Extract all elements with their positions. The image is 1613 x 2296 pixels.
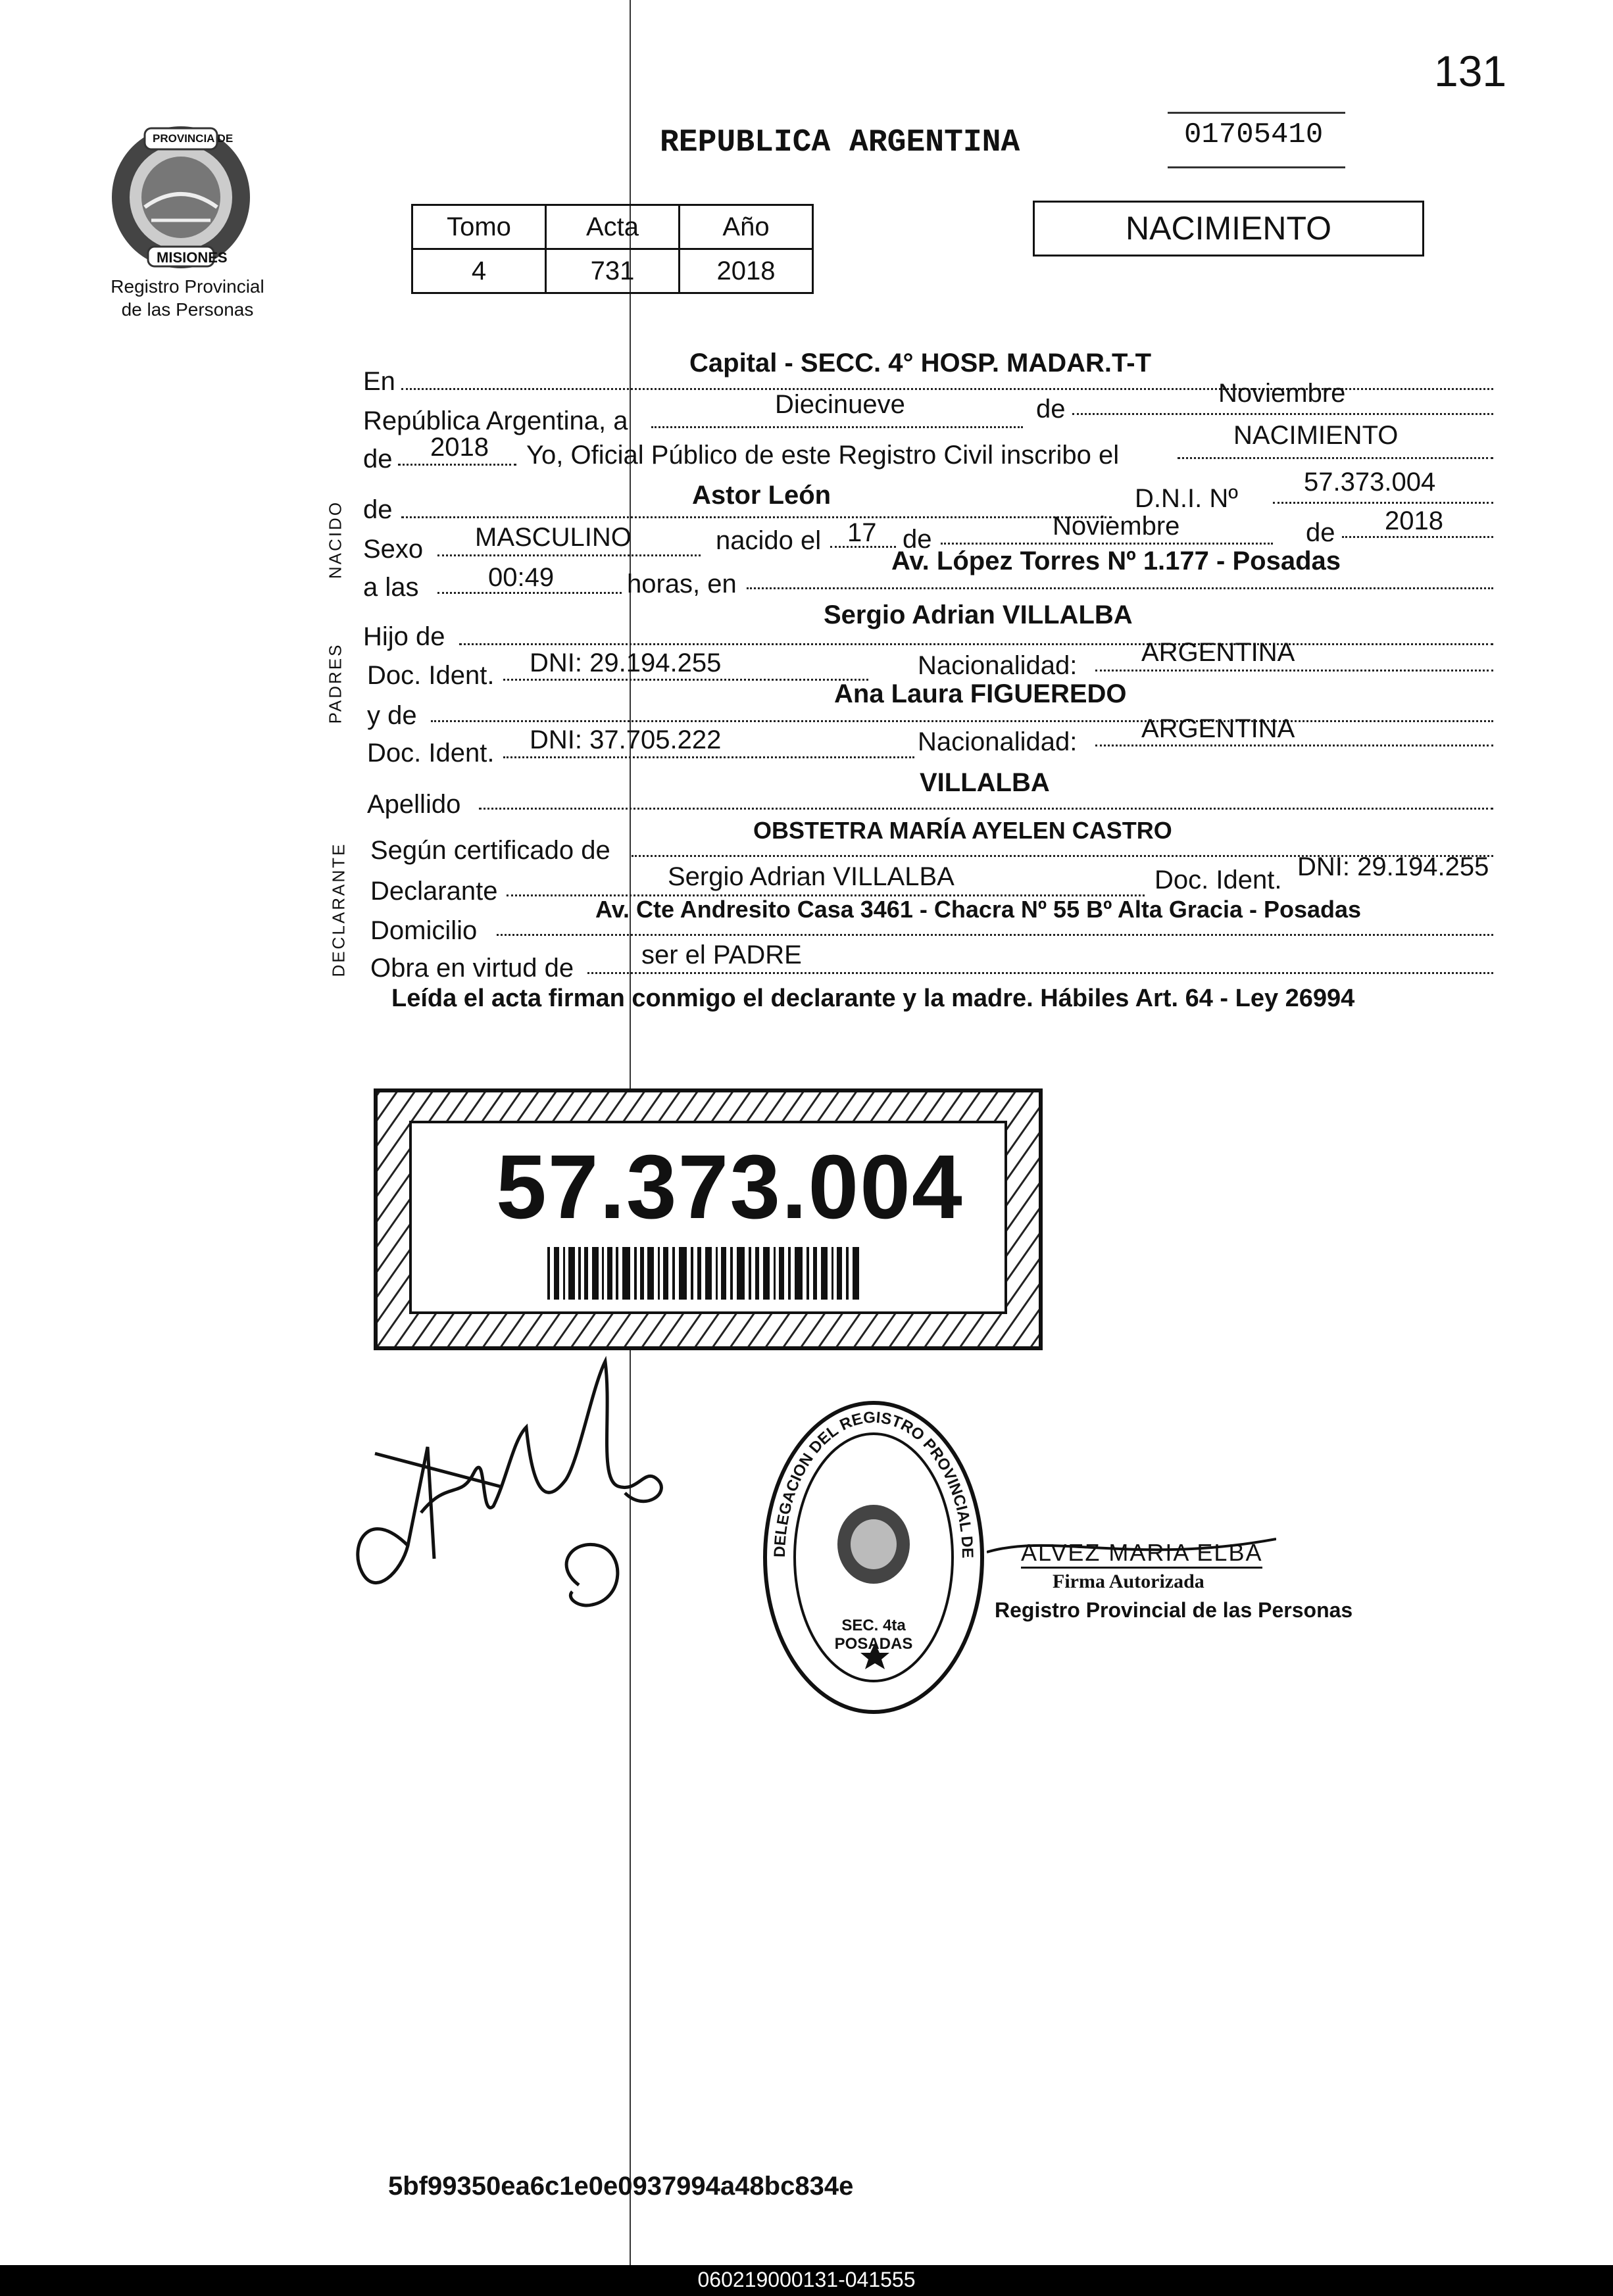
registry-name-line1: Registro Provincial [111, 276, 264, 297]
province-seal-logo [105, 122, 257, 273]
anio-header: Año [680, 205, 813, 249]
de-birth-month-label: de [903, 525, 932, 554]
de-label: de [1036, 395, 1066, 424]
tomo-header: Tomo [412, 205, 546, 249]
horas-en-label: horas, en [627, 570, 737, 598]
declarant-name: Sergio Adrian VILLALBA [668, 862, 955, 891]
registration-year: 2018 [430, 433, 489, 462]
apellido-label: Apellido [367, 790, 461, 819]
dotted-leader [503, 756, 914, 758]
dotted-leader [503, 679, 868, 681]
father-name: Sergio Adrian VILLALBA [824, 600, 1133, 629]
child-name: Astor León [692, 481, 831, 510]
act-type: NACIMIENTO [1126, 210, 1331, 247]
declarant-signature [329, 1348, 697, 1641]
seal-bottom-text: MISIONES [157, 249, 228, 266]
signer-title: Firma Autorizada [1053, 1571, 1204, 1592]
section-label-declarante: DECLARANTE [328, 842, 349, 977]
doc-ident-label: Doc. Ident. [367, 661, 495, 690]
father-doc: DNI: 29.194.255 [530, 648, 722, 677]
birth-certificate-issuer: OBSTETRA MARÍA AYELEN CASTRO [753, 817, 1172, 844]
stamp-inner-text: SEC. 4ta POSADAS [834, 1617, 913, 1653]
dni-label: D.N.I. Nº [1135, 484, 1238, 513]
mother-name: Ana Laura FIGUEREDO [834, 679, 1127, 708]
document-hash: 5bf99350ea6c1e0e0937994a48bc834e [388, 2172, 854, 2201]
dotted-leader [747, 587, 1493, 589]
dotted-leader [1095, 745, 1493, 746]
official-stamp [755, 1393, 992, 1722]
dotted-leader [437, 554, 701, 556]
serial-number: 01705410 [1184, 118, 1324, 151]
dni-sticker [374, 1088, 1043, 1350]
birth-hour: 00:49 [488, 563, 555, 592]
page-number: 131 [1434, 47, 1507, 95]
section-label-nacido: NACIDO [325, 500, 345, 579]
record-meta-table [411, 204, 814, 294]
birth-day: 17 [847, 518, 877, 547]
nacionalidad-label: Nacionalidad: [918, 651, 1078, 680]
republica-label: República Argentina, a [363, 406, 628, 435]
child-dni: 57.373.004 [1304, 468, 1436, 497]
registration-day: Diecinueve [775, 390, 905, 419]
registration-month: Noviembre [1218, 379, 1346, 408]
alas-label: a las [363, 573, 419, 602]
dotted-leader [459, 643, 1493, 645]
inscription-type: NACIMIENTO [1233, 421, 1399, 450]
tomo-value: 4 [412, 249, 546, 293]
signer-registry: Registro Provincial de las Personas [995, 1598, 1353, 1622]
officer-statement: Yo, Oficial Público de este Registro Civil inscribo el [526, 441, 1120, 470]
surname: VILLALBA [920, 768, 1050, 797]
obra-label: Obra en virtud de [370, 954, 574, 983]
nacionalidad-label: Nacionalidad: [918, 727, 1078, 756]
declarant-address: Av. Cte Andresito Casa 3461 - Chacra Nº 55 Bº Alta Gracia - Posadas [595, 896, 1362, 923]
declarante-label: Declarante [370, 877, 498, 906]
dotted-leader [479, 808, 1493, 810]
registry-name-line2: de las Personas [121, 299, 254, 320]
segun-certificado-label: Según certificado de [370, 836, 610, 865]
anio-value: 2018 [680, 249, 813, 293]
dni-sticker-number: 57.373.004 [496, 1136, 964, 1238]
acta-value: 731 [546, 249, 680, 293]
seal-top-text: PROVINCIA DE [153, 132, 234, 145]
acta-header: Acta [546, 205, 680, 249]
section-label-padres: PADRES [325, 643, 345, 724]
father-nationality: ARGENTINA [1141, 638, 1295, 667]
mother-nationality: ARGENTINA [1141, 714, 1295, 743]
dotted-leader [437, 592, 622, 594]
domicilio-label: Domicilio [370, 916, 478, 945]
declarant-role: ser el PADRE [641, 940, 802, 969]
birth-month: Noviembre [1053, 512, 1180, 541]
de-name-label: de [363, 495, 393, 524]
de-year-label: de [363, 445, 393, 474]
mother-doc: DNI: 37.705.222 [530, 725, 722, 754]
dotted-leader [1095, 670, 1493, 672]
hijo-de-label: Hijo de [363, 622, 445, 651]
birth-place-registry: Capital - SECC. 4° HOSP. MADAR.T-T [689, 349, 1152, 378]
dotted-leader [1072, 413, 1493, 415]
dotted-leader [401, 516, 1112, 518]
dotted-leader [431, 720, 1493, 722]
signer-name: ALVEZ MARIA ELBA [1021, 1539, 1262, 1569]
dotted-leader [651, 426, 1023, 428]
doc-ident-label: Doc. Ident. [367, 739, 495, 768]
dotted-leader [941, 543, 1273, 545]
dotted-leader [1273, 502, 1493, 504]
en-label: En [363, 367, 395, 396]
stamp-ring-text: DELEGACION DEL REGISTRO PROVINCIAL DE [770, 1408, 977, 1559]
dotted-leader [1178, 457, 1493, 459]
sexo-label: Sexo [363, 535, 424, 564]
de-birth-year-label: de [1306, 518, 1335, 547]
footer-code: 060219000131-041555 [697, 2268, 916, 2291]
child-sex: MASCULINO [475, 523, 632, 552]
nacido-label: nacido el [716, 526, 822, 555]
dotted-leader [497, 934, 1493, 936]
birth-year: 2018 [1385, 506, 1443, 535]
doc-ident-label: Doc. Ident. [1154, 866, 1282, 894]
dotted-leader [1342, 536, 1493, 538]
dotted-leader [587, 972, 1493, 974]
birth-address: Av. López Torres Nº 1.177 - Posadas [891, 547, 1341, 575]
y-de-label: y de [367, 701, 417, 730]
legal-note: Leída el acta firman conmigo el declarante y la madre. Hábiles Art. 64 - Ley 26994 [391, 985, 1355, 1012]
act-type-box [1033, 201, 1424, 256]
dotted-leader [398, 464, 516, 466]
declarant-doc: DNI: 29.194.255 [1297, 852, 1489, 881]
country-title: REPUBLICA ARGENTINA [660, 125, 1020, 160]
